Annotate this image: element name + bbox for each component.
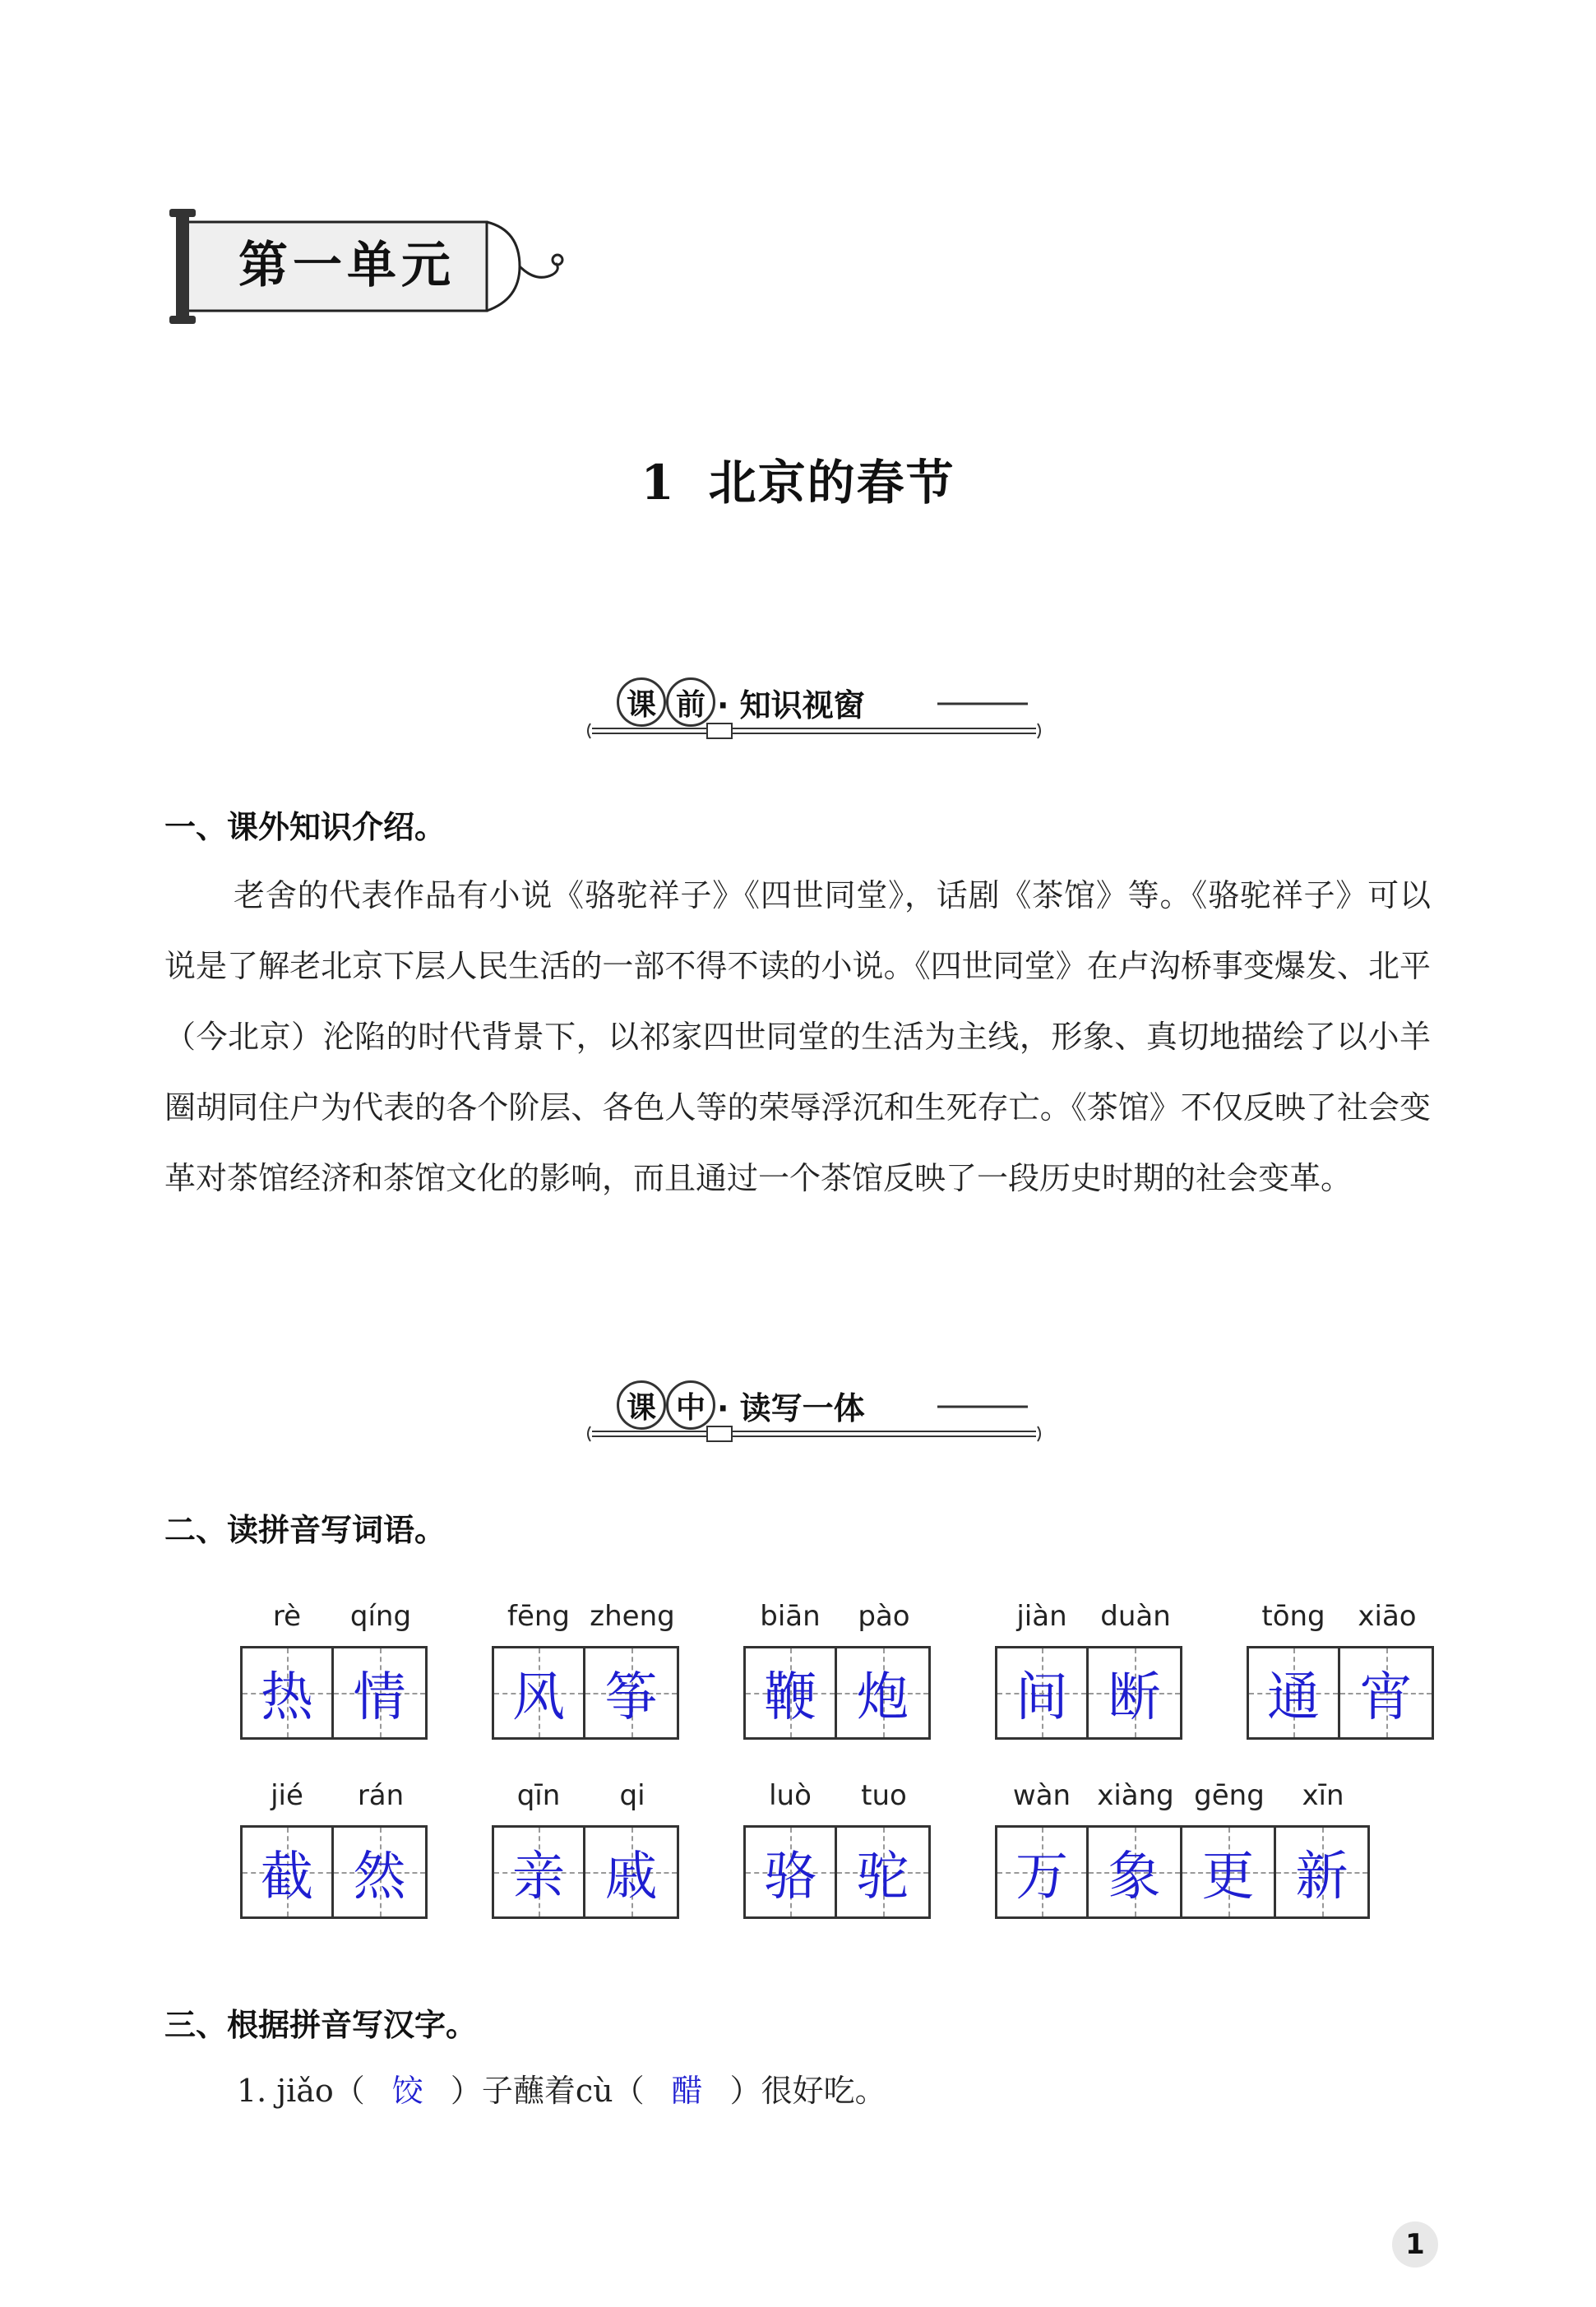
q3-item-1: [237, 2065, 886, 2111]
badge-char-1: 课: [617, 1380, 666, 1430]
pinyin: rè: [272, 1600, 302, 1633]
q1-paragraph: 老舍的代表作品有小说《骆驼祥子》《四世同堂》，话剧《茶馆》等。《骆驼祥子》可以说是了解老北京下层人民生活的一部不得不读的小说。《四世同堂》在卢沟桥事变爆发、北平（今北京）沦陷的时代背景下，以祁家四世同堂的生活为主线，形象、真切地描绘了以小羊圈胡同住户为代表的各个阶层、各色人等的荣辱浮沉和生死存亡。《茶馆》不仅反映了社会变革对茶馆经济和茶馆文化的影响，而且通过一个茶馆反映了一段历史时期的社会变革。: [164, 877, 1431, 1196]
q3-prefix: 1. jiǎo（: [237, 2073, 365, 2109]
pinyin: wàn: [1012, 1779, 1071, 1812]
pinyin: qíng: [349, 1600, 412, 1633]
char-cell: 鞭: [743, 1646, 837, 1740]
char-cell: 象: [1089, 1825, 1182, 1919]
unit-title: 第一单元: [238, 237, 456, 294]
pinyin: duàn: [1100, 1600, 1171, 1633]
pinyin: tōng: [1261, 1600, 1325, 1633]
char-cell: 炮: [837, 1646, 931, 1740]
unit-banner: [164, 206, 576, 329]
answer-blank-2: 醋: [671, 2073, 703, 2109]
pinyin: rán: [357, 1779, 405, 1812]
char-cell: 通: [1247, 1646, 1340, 1740]
char-cell: 戚: [585, 1825, 679, 1919]
q2-heading: 二、读拼音写词语。: [164, 1512, 446, 1548]
char-cell: 驼: [837, 1825, 931, 1919]
pinyin: pào: [858, 1600, 910, 1633]
pinyin: qīn: [516, 1779, 561, 1812]
char-cell: 亲: [492, 1825, 585, 1919]
pinyin: tuo: [861, 1779, 907, 1812]
pinyin: xiàng: [1097, 1779, 1174, 1812]
char-cell: 然: [334, 1825, 428, 1919]
section-label: · 读写一体: [717, 1389, 865, 1426]
pinyin: xiāo: [1358, 1600, 1417, 1633]
char-cell: 热: [240, 1646, 334, 1740]
char-cell: 更: [1182, 1825, 1276, 1919]
char-cell: 情: [334, 1646, 428, 1740]
badge-char-2: 前: [666, 677, 715, 727]
pinyin: jiàn: [1016, 1600, 1067, 1633]
char-cell: 新: [1276, 1825, 1370, 1919]
section-banner-before-class: [584, 666, 1044, 756]
char-cell: 风: [492, 1646, 585, 1740]
char-cell: 宵: [1340, 1646, 1434, 1740]
section-banner-during-class: [584, 1369, 1044, 1459]
q1-heading: 一、课外知识介绍。: [164, 809, 446, 845]
char-cell: 截: [240, 1825, 334, 1919]
pinyin: jié: [271, 1779, 303, 1812]
q3-heading: 三、根据拼音写汉字。: [164, 2007, 478, 2043]
pinyin: zheng: [590, 1600, 675, 1633]
section-label: · 知识视窗: [717, 687, 865, 724]
pinyin: gēng: [1194, 1779, 1265, 1812]
answer-blank-1: 饺: [391, 2073, 423, 2109]
q3-suffix: ）很好吃。: [729, 2073, 886, 2109]
pinyin: xīn: [1302, 1779, 1344, 1812]
lesson-title: [0, 444, 1596, 513]
char-cell: 骆: [743, 1825, 837, 1919]
char-cell: 筝: [585, 1646, 679, 1740]
pinyin: qi: [619, 1779, 645, 1812]
char-cell: 断: [1089, 1646, 1182, 1740]
char-cell: 万: [995, 1825, 1089, 1919]
badge-char-2: 中: [666, 1380, 715, 1430]
page-number: 1: [1390, 2220, 1440, 2269]
char-cell: 间: [995, 1646, 1089, 1740]
badge-char-1: 课: [617, 677, 666, 727]
lesson-number: 1: [641, 455, 676, 511]
pinyin: fēng: [507, 1600, 571, 1633]
pinyin: biān: [760, 1600, 821, 1633]
lesson-name: 北京的春节: [708, 455, 955, 511]
q3-middle: ）子蘸着cù（: [450, 2073, 645, 2109]
pinyin: luò: [769, 1779, 812, 1812]
